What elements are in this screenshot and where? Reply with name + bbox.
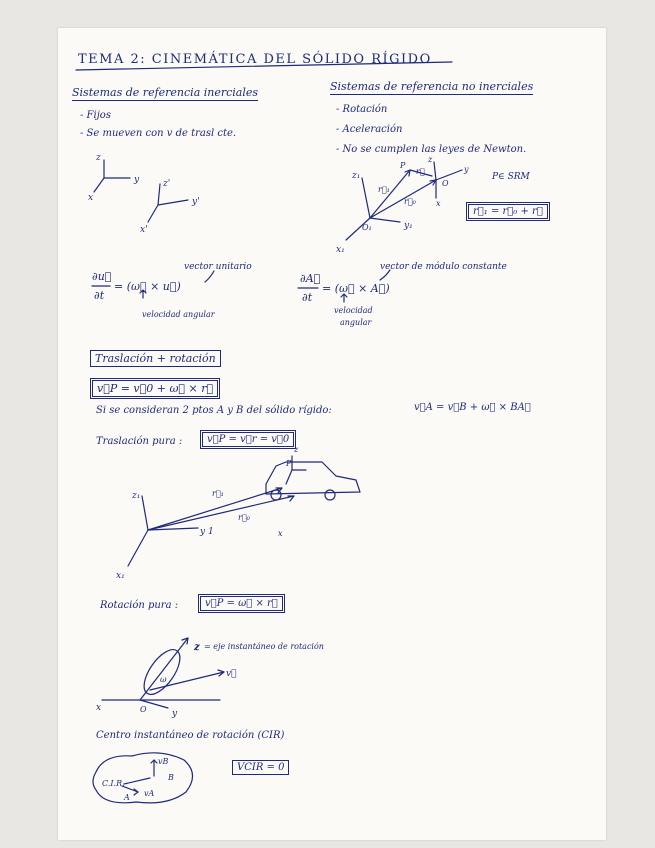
deriv-a-numerator: ∂A⃗	[300, 272, 321, 285]
svg-text:r⃗₀: r⃗₀	[404, 197, 416, 206]
pointer-stroke	[205, 271, 214, 282]
pure-translation-label: Traslación pura :	[96, 436, 183, 447]
two-points-text: Si se consideran 2 ptos A y B del sólido rígido:	[96, 405, 332, 416]
pure-rotation-label: Rotación pura :	[100, 600, 179, 611]
moving-frame-diagram	[336, 155, 469, 255]
two-points-equation: v⃗A = v⃗B + ω⃗ × BA⃗	[414, 402, 531, 413]
axes-diagram-moving	[140, 179, 200, 235]
svg-text:x: x	[96, 703, 102, 713]
svg-text:ω: ω	[160, 675, 167, 684]
svg-text:B: B	[168, 773, 174, 782]
deriv-u-numerator: ∂u⃗	[92, 270, 112, 283]
svg-text:y₁: y₁	[404, 221, 413, 231]
svg-text:z: z	[194, 642, 200, 653]
noninertial-item-2: - Aceleración	[336, 124, 403, 135]
noninertial-item-3: - No se cumplen las leyes de Newton.	[336, 144, 527, 155]
svg-text:z₁: z₁	[132, 491, 141, 501]
svg-text:y: y	[464, 165, 469, 174]
cir-heading: Centro instantáneo de rotación (CIR)	[96, 730, 285, 741]
svg-text:r⃗₁: r⃗₁	[378, 185, 390, 194]
svg-text:z: z	[294, 445, 299, 454]
angular-velocity-note-1: velocidad	[334, 306, 373, 315]
svg-text:O₁: O₁	[362, 223, 372, 232]
svg-text:vA: vA	[144, 789, 155, 798]
inertial-item-2: - Se mueven con v de trasl cte.	[80, 128, 237, 139]
page-title: TEMA 2: CINEMÁTICA DEL SÓLIDO RÍGIDO	[78, 52, 432, 67]
svg-text:y: y	[172, 709, 178, 719]
svg-text:x: x	[436, 199, 441, 208]
svg-text:x': x'	[140, 225, 148, 235]
pure-translation-equation: v⃗P = v⃗r = v⃗0	[200, 430, 296, 449]
noninertial-item-1: - Rotación	[336, 104, 388, 115]
noninertial-heading: Sistemas de referencia no inerciales	[330, 80, 534, 93]
svg-text:P: P	[400, 161, 406, 170]
svg-text:y': y'	[192, 197, 200, 207]
svg-text:O: O	[140, 705, 147, 714]
title-underline	[76, 62, 452, 70]
trasl-rot-heading: Traslación + rotación	[90, 350, 221, 367]
deriv-u-denominator: ∂t	[94, 289, 105, 302]
angular-velocity-note-2: angular	[340, 318, 372, 327]
svg-text:z: z	[96, 153, 101, 163]
cir-equation: VCIR = 0	[232, 760, 289, 775]
svg-text:y 1: y 1	[200, 527, 214, 537]
svg-text:y: y	[134, 175, 140, 185]
cir-diagram	[93, 753, 193, 803]
inertial-item-1: - Fijos	[80, 110, 111, 121]
svg-text:v⃗: v⃗	[226, 669, 237, 679]
svg-text:r⃗₁: r⃗₁	[212, 489, 224, 498]
svg-text:x₁: x₁	[116, 571, 125, 581]
constant-vector-note: vector de módulo constante	[380, 262, 507, 272]
svg-text:C.I.R.: C.I.R.	[102, 779, 125, 788]
car-translation-diagram	[116, 445, 360, 581]
svg-text:x₁: x₁	[336, 245, 345, 255]
position-equation: r⃗₁ = r⃗₀ + r⃗	[466, 202, 550, 221]
deriv-a-rhs: = (ω⃗ × A⃗)	[322, 282, 390, 295]
axes-diagram-fixed	[88, 153, 140, 203]
svg-text:x: x	[88, 193, 94, 203]
svg-text:z': z'	[163, 179, 171, 189]
pe-srm-note: P∈ SRM	[492, 172, 530, 182]
pure-rotation-equation: v⃗P = ω⃗ × r⃗	[198, 594, 285, 613]
velocity-equation: v⃗P = v⃗0 + ω⃗ × r⃗	[90, 378, 220, 399]
arrow-up-icon	[341, 294, 347, 302]
svg-text:vB: vB	[158, 757, 169, 766]
unit-vector-note: vector unitario	[184, 262, 252, 272]
svg-text:z: z	[428, 155, 433, 164]
svg-text:r⃗: r⃗	[416, 167, 425, 176]
svg-text:= eje instantáneo de rotación: = eje instantáneo de rotación	[204, 642, 324, 651]
svg-text:z₁: z₁	[352, 171, 361, 181]
inertial-heading: Sistemas de referencia inerciales	[72, 86, 259, 99]
rotation-diagram	[96, 638, 324, 719]
deriv-a-denominator: ∂t	[302, 291, 313, 304]
svg-text:P: P	[286, 459, 292, 468]
svg-text:r⃗₀: r⃗₀	[238, 513, 250, 522]
angular-velocity-note: velocidad angular	[142, 310, 215, 319]
svg-text:x: x	[278, 529, 283, 538]
deriv-u-rhs: = (ω⃗ × u⃗)	[114, 280, 181, 293]
svg-text:A: A	[124, 793, 130, 802]
svg-text:O: O	[442, 179, 449, 188]
